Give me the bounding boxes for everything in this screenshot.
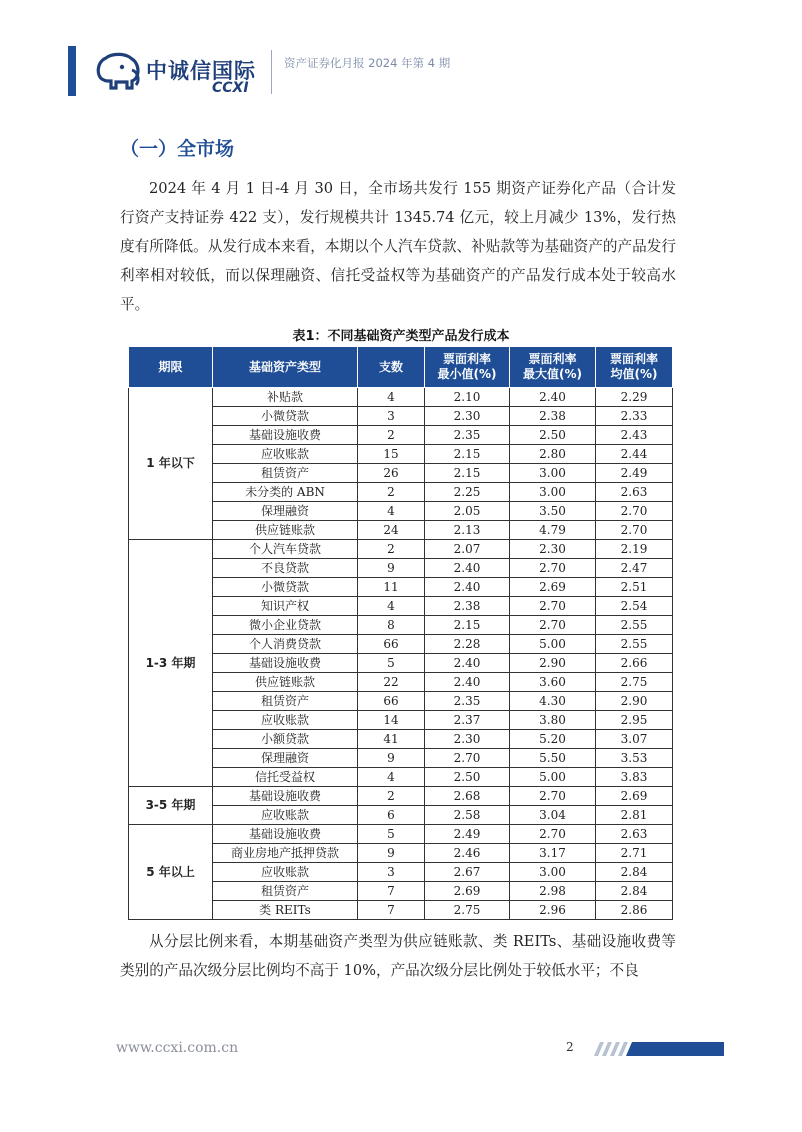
asset-type-cell: 个人消费贷款 xyxy=(213,635,358,654)
asset-type-cell: 未分类的 ABN xyxy=(213,483,358,502)
table-row xyxy=(129,825,673,844)
count-cell: 24 xyxy=(358,521,425,540)
count-cell: 4 xyxy=(358,388,425,407)
rate-max-cell: 3.17 xyxy=(510,844,596,863)
logo-english-name: CCXI xyxy=(212,80,249,96)
period-cell: 5 年以上 xyxy=(129,825,213,920)
header-count-line: 支数 xyxy=(378,359,403,374)
rate-min-cell: 2.40 xyxy=(425,654,510,673)
rate-max-cell: 5.20 xyxy=(510,730,596,749)
rate-avg-cell: 2.70 xyxy=(596,502,673,521)
rate-avg-cell: 2.69 xyxy=(596,787,673,806)
paragraph-market-overview: 2024 年 4 月 1 日-4 月 30 日，全市场共发行 155 期资产证券化产品（合计发行资产支持证券 422 支），发行规模共计 1345.74 亿元，较上月减少 13%，发行热度有所降低。从发行成本来看，本期以个人汽车贷款、补贴款等为基础资产的产品发行利率相对较低，而以保理融资、信托受益权等为基础资产的产品发行成本处于较高水平。 xyxy=(120,180,676,313)
rate-min-cell: 2.40 xyxy=(425,673,510,692)
asset-type-cell: 小微贷款 xyxy=(213,407,358,426)
rate-min-cell: 2.40 xyxy=(425,559,510,578)
count-cell: 5 xyxy=(358,654,425,673)
rate-min-cell: 2.10 xyxy=(425,388,510,407)
rate-avg-cell: 2.90 xyxy=(596,692,673,711)
count-cell: 4 xyxy=(358,502,425,521)
rate-max-cell: 4.79 xyxy=(510,521,596,540)
rate-max-cell: 2.70 xyxy=(510,616,596,635)
asset-type-cell: 基础设施收费 xyxy=(213,787,358,806)
rate-max-cell: 2.70 xyxy=(510,559,596,578)
asset-type-cell: 租赁资产 xyxy=(213,464,358,483)
count-cell: 5 xyxy=(358,825,425,844)
count-cell: 2 xyxy=(358,483,425,502)
rate-min-cell: 2.70 xyxy=(425,749,510,768)
rate-max-cell: 3.60 xyxy=(510,673,596,692)
rate-avg-cell: 2.47 xyxy=(596,559,673,578)
rate-avg-cell: 2.63 xyxy=(596,483,673,502)
rate-max-cell: 5.00 xyxy=(510,635,596,654)
rate-min-cell: 2.68 xyxy=(425,787,510,806)
rate-max-cell: 2.70 xyxy=(510,787,596,806)
header-accent-bar xyxy=(68,46,76,96)
rate-min-cell: 2.15 xyxy=(425,616,510,635)
page-number: 2 xyxy=(566,1040,574,1054)
asset-type-cell: 微小企业贷款 xyxy=(213,616,358,635)
count-cell: 41 xyxy=(358,730,425,749)
count-cell: 9 xyxy=(358,844,425,863)
rate-max-cell: 3.50 xyxy=(510,502,596,521)
rate-avg-cell: 2.19 xyxy=(596,540,673,559)
header-rate-avg-line: 票面利率 xyxy=(609,352,658,366)
count-cell: 4 xyxy=(358,768,425,787)
asset-type-cell: 不良贷款 xyxy=(213,559,358,578)
asset-type-cell: 知识产权 xyxy=(213,597,358,616)
rate-min-cell: 2.49 xyxy=(425,825,510,844)
rate-avg-cell: 2.75 xyxy=(596,673,673,692)
rate-min-cell: 2.30 xyxy=(425,407,510,426)
rate-min-cell: 2.38 xyxy=(425,597,510,616)
rate-max-cell: 2.96 xyxy=(510,901,596,920)
report-title: 资产证券化月报 2024 年第 4 期 xyxy=(284,56,451,70)
asset-type-cell: 应收账款 xyxy=(213,863,358,882)
rate-avg-cell: 2.49 xyxy=(596,464,673,483)
rate-avg-cell: 3.07 xyxy=(596,730,673,749)
header-period-line: 期限 xyxy=(158,359,183,374)
section-title: （一）全市场 xyxy=(120,138,235,160)
asset-type-cell: 供应链账款 xyxy=(213,673,358,692)
rate-avg-cell: 2.84 xyxy=(596,882,673,901)
rate-avg-cell: 2.81 xyxy=(596,806,673,825)
asset-type-cell: 商业房地产抵押贷款 xyxy=(213,844,358,863)
rate-avg-cell: 2.55 xyxy=(596,616,673,635)
count-cell: 9 xyxy=(358,559,425,578)
rate-avg-cell: 2.95 xyxy=(596,711,673,730)
table-header-row xyxy=(129,347,673,388)
rate-min-cell: 2.15 xyxy=(425,445,510,464)
rate-avg-cell: 2.86 xyxy=(596,901,673,920)
rate-max-cell: 2.38 xyxy=(510,407,596,426)
header-rate-max-line: 票面利率 xyxy=(528,352,577,366)
rate-min-cell: 2.35 xyxy=(425,426,510,445)
header-rate-avg-line: 均值(%) xyxy=(610,367,658,381)
rate-max-cell: 2.50 xyxy=(510,426,596,445)
asset-type-cell: 应收账款 xyxy=(213,711,358,730)
asset-type-cell: 租赁资产 xyxy=(213,882,358,901)
rate-avg-cell: 3.53 xyxy=(596,749,673,768)
count-cell: 26 xyxy=(358,464,425,483)
count-cell: 66 xyxy=(358,635,425,654)
rate-max-cell: 3.80 xyxy=(510,711,596,730)
paragraph-tranche-ratio: 从分层比例来看，本期基础资产类型为供应链账款、类 REITs、基础设施收费等类别的产品次级分层比例均不高于 10%，产品次级分层比例处于较低水平；不良 xyxy=(120,933,676,979)
asset-type-cell: 供应链账款 xyxy=(213,521,358,540)
logo-chinese-name: 中诚信国际 xyxy=(146,59,256,83)
asset-type-cell: 基础设施收费 xyxy=(213,426,358,445)
rate-avg-cell: 2.54 xyxy=(596,597,673,616)
count-cell: 3 xyxy=(358,863,425,882)
rate-avg-cell: 2.33 xyxy=(596,407,673,426)
rate-max-cell: 2.69 xyxy=(510,578,596,597)
asset-type-cell: 类 REITs xyxy=(213,901,358,920)
asset-type-cell: 应收账款 xyxy=(213,806,358,825)
count-cell: 7 xyxy=(358,901,425,920)
header-asset-type-line: 基础资产类型 xyxy=(248,359,321,374)
table-row xyxy=(129,388,673,407)
asset-type-cell: 个人汽车贷款 xyxy=(213,540,358,559)
rate-min-cell: 2.15 xyxy=(425,464,510,483)
asset-type-cell: 租赁资产 xyxy=(213,692,358,711)
rate-avg-cell: 2.43 xyxy=(596,426,673,445)
count-cell: 2 xyxy=(358,426,425,445)
asset-type-cell: 基础设施收费 xyxy=(213,654,358,673)
rate-max-cell: 4.30 xyxy=(510,692,596,711)
rate-max-cell: 3.04 xyxy=(510,806,596,825)
rate-avg-cell: 2.55 xyxy=(596,635,673,654)
elephant-logo-icon xyxy=(94,50,144,96)
rate-max-cell: 2.90 xyxy=(510,654,596,673)
count-cell: 7 xyxy=(358,882,425,901)
asset-type-cell: 基础设施收费 xyxy=(213,825,358,844)
rate-max-cell: 3.00 xyxy=(510,464,596,483)
rate-max-cell: 2.80 xyxy=(510,445,596,464)
rate-avg-cell: 3.83 xyxy=(596,768,673,787)
count-cell: 2 xyxy=(358,787,425,806)
rate-max-cell: 2.70 xyxy=(510,825,596,844)
header-rate-min-line: 最小值(%) xyxy=(437,367,497,381)
footer-url: www.ccxi.com.cn xyxy=(116,1040,239,1056)
count-cell: 8 xyxy=(358,616,425,635)
rate-avg-cell: 2.66 xyxy=(596,654,673,673)
count-cell: 2 xyxy=(358,540,425,559)
header-rate-min xyxy=(425,347,510,388)
asset-type-cell: 应收账款 xyxy=(213,445,358,464)
header-rate-max-line: 最大值(%) xyxy=(523,367,582,381)
period-cell: 3-5 年期 xyxy=(129,787,213,825)
rate-min-cell: 2.69 xyxy=(425,882,510,901)
rate-min-cell: 2.75 xyxy=(425,901,510,920)
rate-min-cell: 2.40 xyxy=(425,578,510,597)
asset-type-cell: 小微贷款 xyxy=(213,578,358,597)
asset-type-cell: 补贴款 xyxy=(213,388,358,407)
count-cell: 14 xyxy=(358,711,425,730)
rate-min-cell: 2.05 xyxy=(425,502,510,521)
rate-min-cell: 2.25 xyxy=(425,483,510,502)
rate-min-cell: 2.50 xyxy=(425,768,510,787)
period-cell: 1 年以下 xyxy=(129,388,213,540)
asset-type-cell: 保理融资 xyxy=(213,749,358,768)
header-period xyxy=(129,347,213,388)
rate-max-cell: 5.00 xyxy=(510,768,596,787)
count-cell: 4 xyxy=(358,597,425,616)
header-rate-avg xyxy=(596,347,673,388)
rate-avg-cell: 2.29 xyxy=(596,388,673,407)
rate-min-cell: 2.46 xyxy=(425,844,510,863)
count-cell: 6 xyxy=(358,806,425,825)
count-cell: 11 xyxy=(358,578,425,597)
rate-avg-cell: 2.44 xyxy=(596,445,673,464)
rate-min-cell: 2.13 xyxy=(425,521,510,540)
table-row xyxy=(129,787,673,806)
rate-max-cell: 2.40 xyxy=(510,388,596,407)
rate-min-cell: 2.37 xyxy=(425,711,510,730)
rate-avg-cell: 2.71 xyxy=(596,844,673,863)
rate-avg-cell: 2.51 xyxy=(596,578,673,597)
count-cell: 3 xyxy=(358,407,425,426)
rate-max-cell: 3.00 xyxy=(510,483,596,502)
asset-type-cell: 信托受益权 xyxy=(213,768,358,787)
rate-avg-cell: 2.84 xyxy=(596,863,673,882)
footer-stripe-decoration xyxy=(588,1042,726,1056)
header-asset-type xyxy=(213,347,358,388)
rate-min-cell: 2.30 xyxy=(425,730,510,749)
header-divider xyxy=(271,50,272,94)
rate-max-cell: 2.30 xyxy=(510,540,596,559)
header-rate-max xyxy=(510,347,596,388)
asset-type-cell: 保理融资 xyxy=(213,502,358,521)
period-cell: 1-3 年期 xyxy=(129,540,213,787)
count-cell: 66 xyxy=(358,692,425,711)
rate-avg-cell: 2.63 xyxy=(596,825,673,844)
ccxi-logo xyxy=(94,50,264,96)
asset-type-cell: 小额贷款 xyxy=(213,730,358,749)
table-title: 表1：不同基础资产类型产品发行成本 xyxy=(292,329,510,344)
rate-max-cell: 5.50 xyxy=(510,749,596,768)
count-cell: 22 xyxy=(358,673,425,692)
issuance-cost-table xyxy=(128,346,673,920)
count-cell: 9 xyxy=(358,749,425,768)
rate-avg-cell: 2.70 xyxy=(596,521,673,540)
rate-max-cell: 2.70 xyxy=(510,597,596,616)
rate-min-cell: 2.58 xyxy=(425,806,510,825)
header-rate-min-line: 票面利率 xyxy=(442,352,491,366)
count-cell: 15 xyxy=(358,445,425,464)
rate-min-cell: 2.07 xyxy=(425,540,510,559)
rate-min-cell: 2.35 xyxy=(425,692,510,711)
table-row xyxy=(129,540,673,559)
rate-max-cell: 2.98 xyxy=(510,882,596,901)
rate-max-cell: 3.00 xyxy=(510,863,596,882)
rate-min-cell: 2.67 xyxy=(425,863,510,882)
rate-min-cell: 2.28 xyxy=(425,635,510,654)
header-count xyxy=(358,347,425,388)
